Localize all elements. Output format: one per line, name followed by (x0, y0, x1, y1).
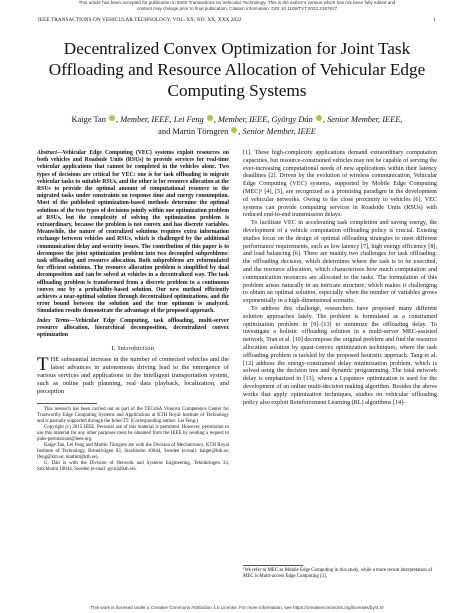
index-terms (37, 318, 229, 340)
orcid-icon[interactable] (109, 115, 115, 121)
page-number: 1 (433, 17, 436, 23)
body-paragraph: [1]. These high-complexity applications demand extraordinary computation capacities, but resource-constrained vehicles may not be capable of serving the ever-increasing computational needs of new applications within their latency deadlines [2]. Driven by the evolution of wireless communication, Vehicular Edge Computing (VEC) systems, supported by Mobile Edge Computing (MEC)¹ [4], [5], are recognized as a promising paradigm in the development of vehicular networks. Owing to the close proximity to vehicles [6], VEC systems can provide computing services in Roadside Units (RSUs) with reduced end-to-end transmission delays. (243, 150, 437, 219)
abstract (37, 150, 229, 316)
author-affil: , Senior Member, IEEE (238, 127, 316, 136)
intro-text: HE substantial increase in the number of connected vehicles and the latest advances in autonomous driving lead to the emergence of various services and applications in the intelligent transportation system, such as online path planning, real data playback, localization, and perception (37, 356, 229, 396)
abstract-label: Abstract (37, 150, 57, 156)
paper-title: Decentralized Convex Optimization for Joint Task Offloading and Resource Allocation of Vehicular Edge Computing Systems (48, 39, 426, 100)
left-column (37, 150, 229, 474)
author-affil: , Member, IEEE, György Dán (213, 115, 313, 124)
abstract-text: —Vehicular Edge Computing (VEC) systems exploit resources on both vehicles and Roadside Units (RSUs) to provide services for real-time vehicular applications that cannot be completed in the vehicles alone. Two types of decisions are critical for VEC: one is for task offloading to migrate vehicular tasks to suitable RSUs, and the other is for resource allocation at the RSUs to provide the optimal amount of computational resource to the migrated tasks under constraints on response time and energy consumption. Most of the published optimization-based methods determine the optimal solutions of the two types of decisions jointly within one optimization problem at RSUs, but the complexity of solving the optimization problem is extraordinary, because the problem is not convex and has discrete variables. Meanwhile, the nature of centralized solutions requires extra information exchange between vehicles and RSUs, which is challenged by the additional communication delay and security issues. The contribution of this paper is to decompose the joint optimization problem into two decoupled subproblems: task offloading and resource allocation. Both subproblems are reformulated for efficient solutions. The resource allocation problem is simplified by dual decomposition and can be solved at vehicles in a decentralized way. The task offloading problem is transformed from a discrete problem to a continuous convex one by a probability-based solution. Our new method efficiently achieves a near-optimal solution through decentralized optimizations, and the error bound between the solution and the true optimum is analyzed. Simulation results demonstrate the advantage of the proposed approach. (37, 150, 229, 315)
author-name: and Martin Törngren (158, 127, 229, 136)
author-name: Kaige Tan (71, 115, 106, 124)
footnote: This research has been carried out as part of the TECoSA Vinnova Competence Center for Trustworthy Edge Computing Systems and Applications at KTH Royal Institute of Technology and is partially supported through the InSecTT. (Corresponding author: Lei Feng.) (37, 406, 229, 424)
drop-cap: T (37, 354, 49, 376)
right-footnote-block (243, 565, 437, 580)
journal-header: IEEE TRANSACTIONS ON VEHICULAR TECHNOLOGY, VOL. XX, NO. XX, XXX 2022 (38, 17, 242, 23)
running-header (38, 17, 436, 25)
footnote-rule (243, 565, 303, 566)
body-paragraph: To facilitate VEC in accelerating task completion and saving energy, the development of a vehicle computation offloading policy is crucial. Existing studies focus on the design of optimal offloading strategies to meet different performance requirements, such as low latency [7], high energy efficiency [8], and load balancing [6]. There are mainly two challenges for task offloading: the offloading decision, which determines where the task is to be executed, and the resource allocation, which characterizes how much computation and communication resources are allocated to the tasks. The formulation of this problem arises naturally in an intricate structure, which makes it challenging to obtain an optimal solution, especially when the number of variables grows exponentially in a high-dimensional scenario. (243, 220, 437, 305)
section-heading: I. Introduction (111, 345, 155, 353)
index-terms-text: —Vehicular Edge Computing, task offloading, multi-server resource allocation, hierarchical decomposition, decentralized convex optimization (37, 317, 229, 339)
footnote: ¹We refer to MEC as Mobile Edge Computing in this study, while a more recent interpretation of MEC is Multi-access Edge Computing [3]. (243, 568, 433, 580)
footnotes (37, 407, 229, 474)
right-column (243, 150, 437, 407)
orcid-icon[interactable] (207, 115, 213, 121)
orcid-icon[interactable] (316, 115, 322, 121)
footnote: Kaige Tan, Lei Feng and Martin Törngren are with the Division of Mechatronics, KTH Royal Institute of Technology, Brinellvägen 83, Stockholm 10044, Sweden (e-mail: kaiget@kth.se; lfeng@kth.se; martint@kth.se). (37, 443, 229, 461)
author-list (30, 114, 444, 138)
publication-banner-line2: content may change prior to final publication. Citation information: DOI 10.1109/TVT.2022.3197627 (136, 6, 338, 11)
footnote-rule (37, 403, 97, 404)
author-affil: , Senior Member, IEEE, (322, 115, 403, 124)
orcid-icon[interactable] (231, 127, 237, 133)
intro-paragraph (37, 356, 229, 396)
body-paragraph: To address this challenge, researchers have proposed many different solution approaches lately. The problem is formulated as a constrained optimization problem in [9]–[13] to minimize the offloading delay. To investigate a holistic offloading solution in a multi-server MEC-assisted network, Tran et al. [10] decompose the original problem and find the resource allocation solution by quasi-convex optimization techniques, where the task offloading problem is tackled by the proposed heuristic approach. Tang et al. [12] address the energy-constrained delay minimization problem, which is solved using the decision tree and dynamic programming. The total network delay is emphasized in [13], where a Lyapunov optimization is used for the development of an online multi-decision making algorithm. Besides the above works that apply optimization techniques, studies on vehicular offloading policy also exploit Reinforcement Learning (RL) algorithms [14]– (243, 305, 437, 406)
publication-banner-line1: This article has been accepted for publication in IEEE Transactions on Vehicular Technology. This is the author's version which has not been fully edited and (78, 0, 396, 5)
license-footer[interactable]: This work is licensed under a Creative Commons Attribution 4.0 License. For more information, see https://creativecommons.org/licenses/by/4.0/ (90, 605, 384, 610)
footnote: G. Dán is with the Division of Network and Systems Engineering, Teknikringen 33, Stockholm 10044, Sweden (e-mail: gyuri@kth.se). (37, 461, 229, 473)
author-affil: , Member, IEEE, Lei Feng (116, 115, 204, 124)
index-terms-label: Index Terms (37, 317, 70, 324)
footnote: Copyright (c) 2015 IEEE. Personal use of this material is permitted. However, permission to use this material for any other purposes must be obtained from the IEEE by sending a request to pubs-permissions@ieee.org. (37, 424, 229, 443)
